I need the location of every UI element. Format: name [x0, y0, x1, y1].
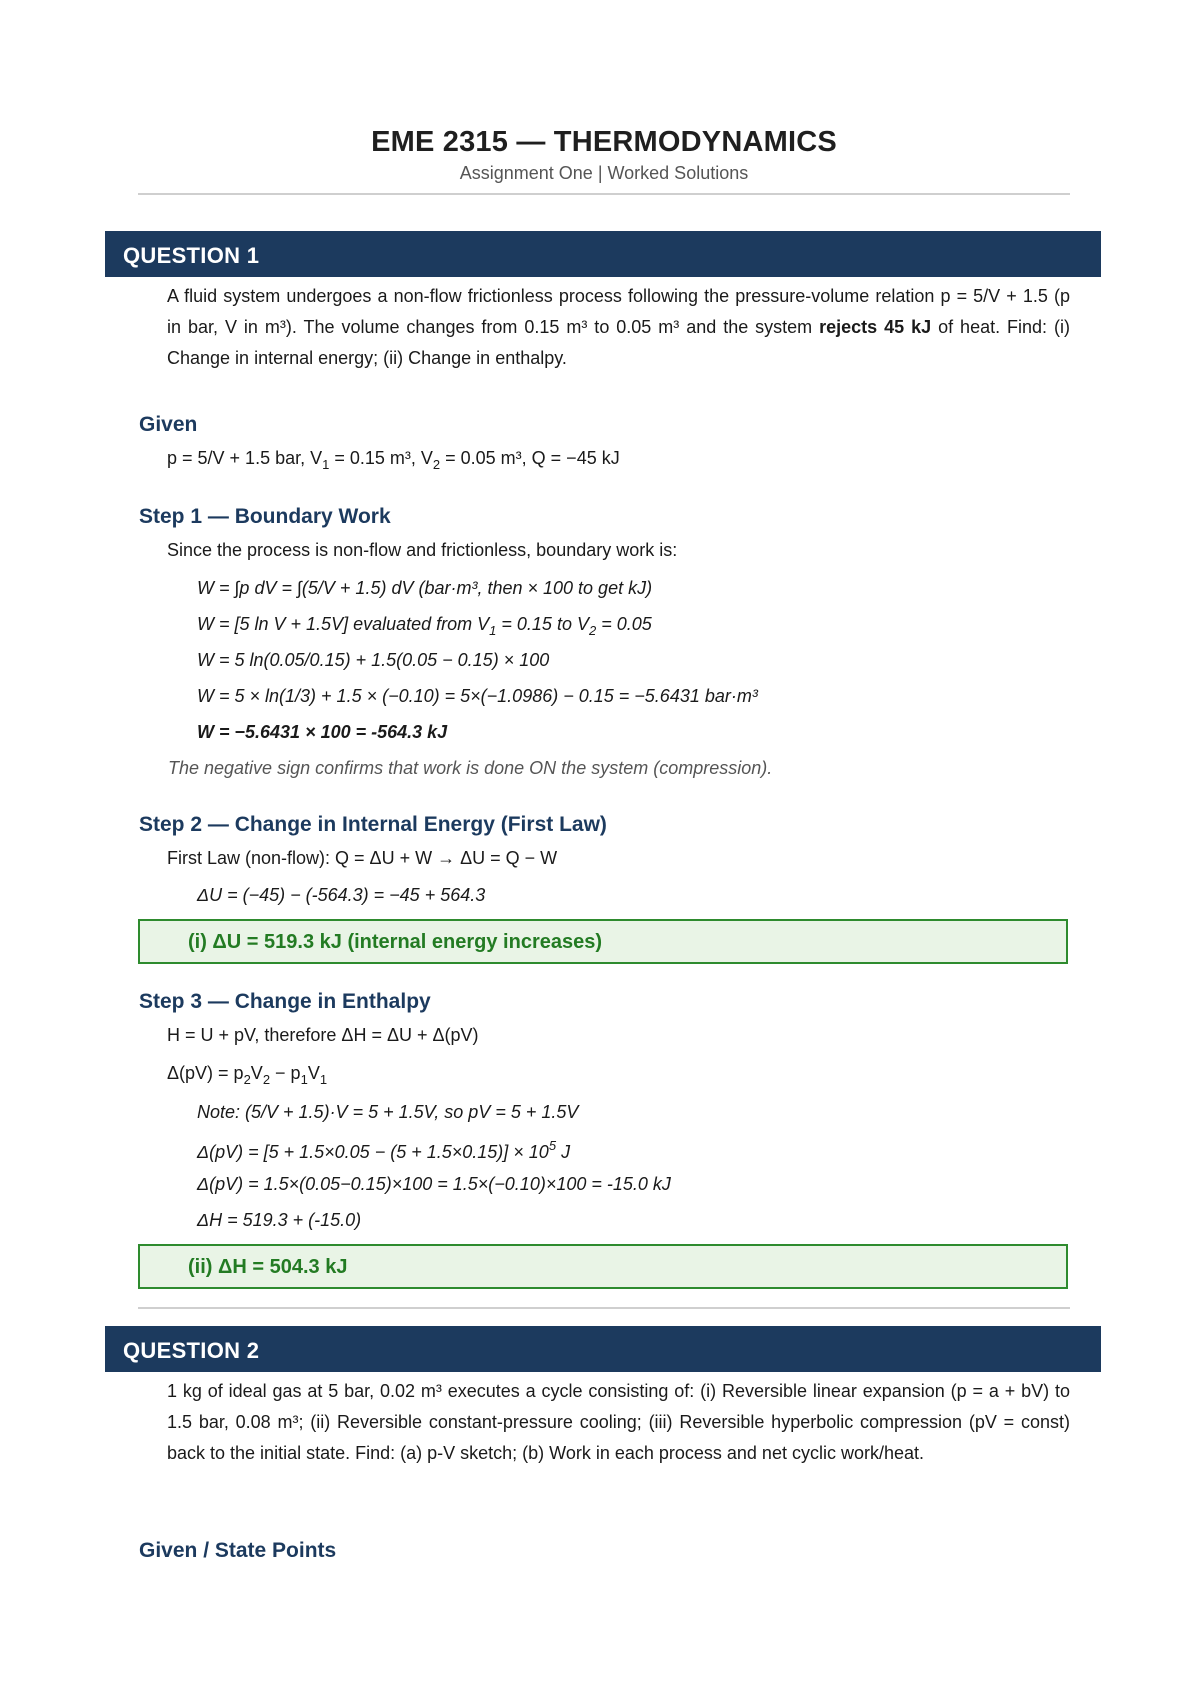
- statement-text-end: of heat. Find: (i) Change in internal energy; (ii) Change in enthalpy.: [167, 317, 1071, 368]
- step-3-delta-pv: $\Delta(pV) = p_2V_2 - p_1V_1$: [167, 1063, 328, 1087]
- document-subtitle: Assignment One | Worked Solutions: [459, 163, 749, 183]
- question-1-label: QUESTION 1: [123, 243, 260, 268]
- eq-part: Δ(pV) = [5 + 1.5×0.05 − (5 + 1.5×0.15)] × 10: [197, 1142, 549, 1162]
- step-1-equation-1: W = ∫p dV = ∫(5/V + 1.5) dV (bar·m³, then × 100 to get kJ): [197, 578, 653, 598]
- step-3-heading: Step 3 — Change in Enthalpy: [139, 990, 431, 1013]
- question-2-banner: [105, 1326, 1101, 1372]
- step-1-note: The negative sign confirms that work is done ON the system (compression).: [168, 758, 773, 778]
- document-title: EME 2315 — THERMODYNAMICS: [371, 126, 837, 158]
- step-3-note: Note: (5/V + 1.5)·V = 5 + 1.5V, so pV = 5 + 1.5V: [197, 1102, 579, 1122]
- step-2-equation: ΔU = (−45) − (-564.3) = −45 + 564.3: [197, 885, 486, 905]
- eq-part: = 0.05: [596, 614, 652, 634]
- step-1-equation-4: W = 5 × ln(1/3) + 1.5 × (−0.10) = 5×(−1.0986) − 0.15 = −5.6431 bar·m³: [197, 686, 758, 706]
- step-1-heading: Step 1 — Boundary Work: [139, 505, 391, 528]
- question-2-label: QUESTION 2: [123, 1338, 260, 1363]
- answer-2-text: (ii) ΔH = 504.3 kJ: [188, 1256, 348, 1278]
- step-2-first-law: First Law (non-flow): Q = ΔU + W → ΔU = Q − W: [167, 848, 558, 868]
- given-p: p = 5/V + 1.5 bar, V: [167, 448, 323, 468]
- question-1-statement: [167, 281, 1070, 374]
- step-3-equation-1: $\Delta(pV) = [5 + 1.5\times 0.05 - (5 + 1.5\times 0.15)] \times 10^5$ J: [197, 1138, 571, 1162]
- answer-box-2: [138, 1244, 1068, 1289]
- eq-part: V: [307, 1063, 320, 1083]
- step-1-result: W = −5.6431 × 100 = -564.3 kJ: [197, 722, 448, 742]
- question-2-statement: 1 kg of ideal gas at 5 bar, 0.02 m³ executes a cycle consisting of: (i) Reversible linear expansion (p = a + bV) to 1.5 bar, 0.08 m³; (ii) Reversible constant-pressure cooling; (iii) Reversible hyperbolic compression (pV = const) back to the initial state. Find: (a) p-V sketch; (b) Work in each process and net cyclic work/heat.: [167, 1381, 1070, 1463]
- eq-part: J: [556, 1142, 571, 1162]
- step-1-equation-2: W = [5 ln V + 1.5V] evaluated from $V_1 = 0.15$ to $V_2 = 0.05$: [197, 614, 652, 638]
- step-1-equation-3: W = 5 ln(0.05/0.15) + 1.5(0.05 − 0.15) × 100: [197, 650, 550, 670]
- question-1-banner: [105, 231, 1101, 277]
- header-divider: [138, 193, 1070, 195]
- statement-emphasis: rejects 45 kJ: [819, 317, 932, 337]
- eq-part: W = [5 ln V + 1.5V] evaluated from V: [197, 614, 490, 634]
- given-state-points-heading: Given / State Points: [139, 1539, 337, 1562]
- eq-part: V: [250, 1063, 263, 1083]
- step-3-equation-3: ΔH = 519.3 + (-15.0): [197, 1210, 362, 1230]
- step-2-heading: Step 2 — Change in Internal Energy (First Law): [139, 813, 607, 836]
- answer-1-text: (i) ΔU = 519.3 kJ (internal energy increases): [188, 931, 603, 953]
- section-divider: [138, 1307, 1070, 1309]
- eq-part: = 0.15 to V: [496, 614, 589, 634]
- eq-part: − p: [270, 1063, 301, 1083]
- given-values: p = 5/V + 1.5 bar, $V_1 = 0.15$ m³, $V_2 = 0.05$ m³, Q = −45 kJ: [167, 448, 620, 472]
- given-v2: = 0.05 m³, Q = −45 kJ: [440, 448, 620, 468]
- eq-part: Δ(pV) = p: [167, 1063, 244, 1083]
- given-heading: Given: [139, 413, 198, 436]
- step-3-definition: H = U + pV, therefore ΔH = ΔU + Δ(pV): [167, 1025, 479, 1045]
- answer-box-1: [138, 919, 1068, 964]
- step-1-intro: Since the process is non-flow and frictionless, boundary work is:: [167, 540, 678, 560]
- statement-text: A fluid system undergoes a non-flow frictionless process following the pressure-volume relation p = 5/V + 1.5 (p in bar, V in m³). The volume changes from 0.15 m³ to 0.05 m³ and the system: [167, 286, 1070, 337]
- given-v1: = 0.15 m³, V: [329, 448, 433, 468]
- step-3-equation-2: Δ(pV) = 1.5×(0.05−0.15)×100 = 1.5×(−0.10)×100 = -15.0 kJ: [197, 1174, 671, 1194]
